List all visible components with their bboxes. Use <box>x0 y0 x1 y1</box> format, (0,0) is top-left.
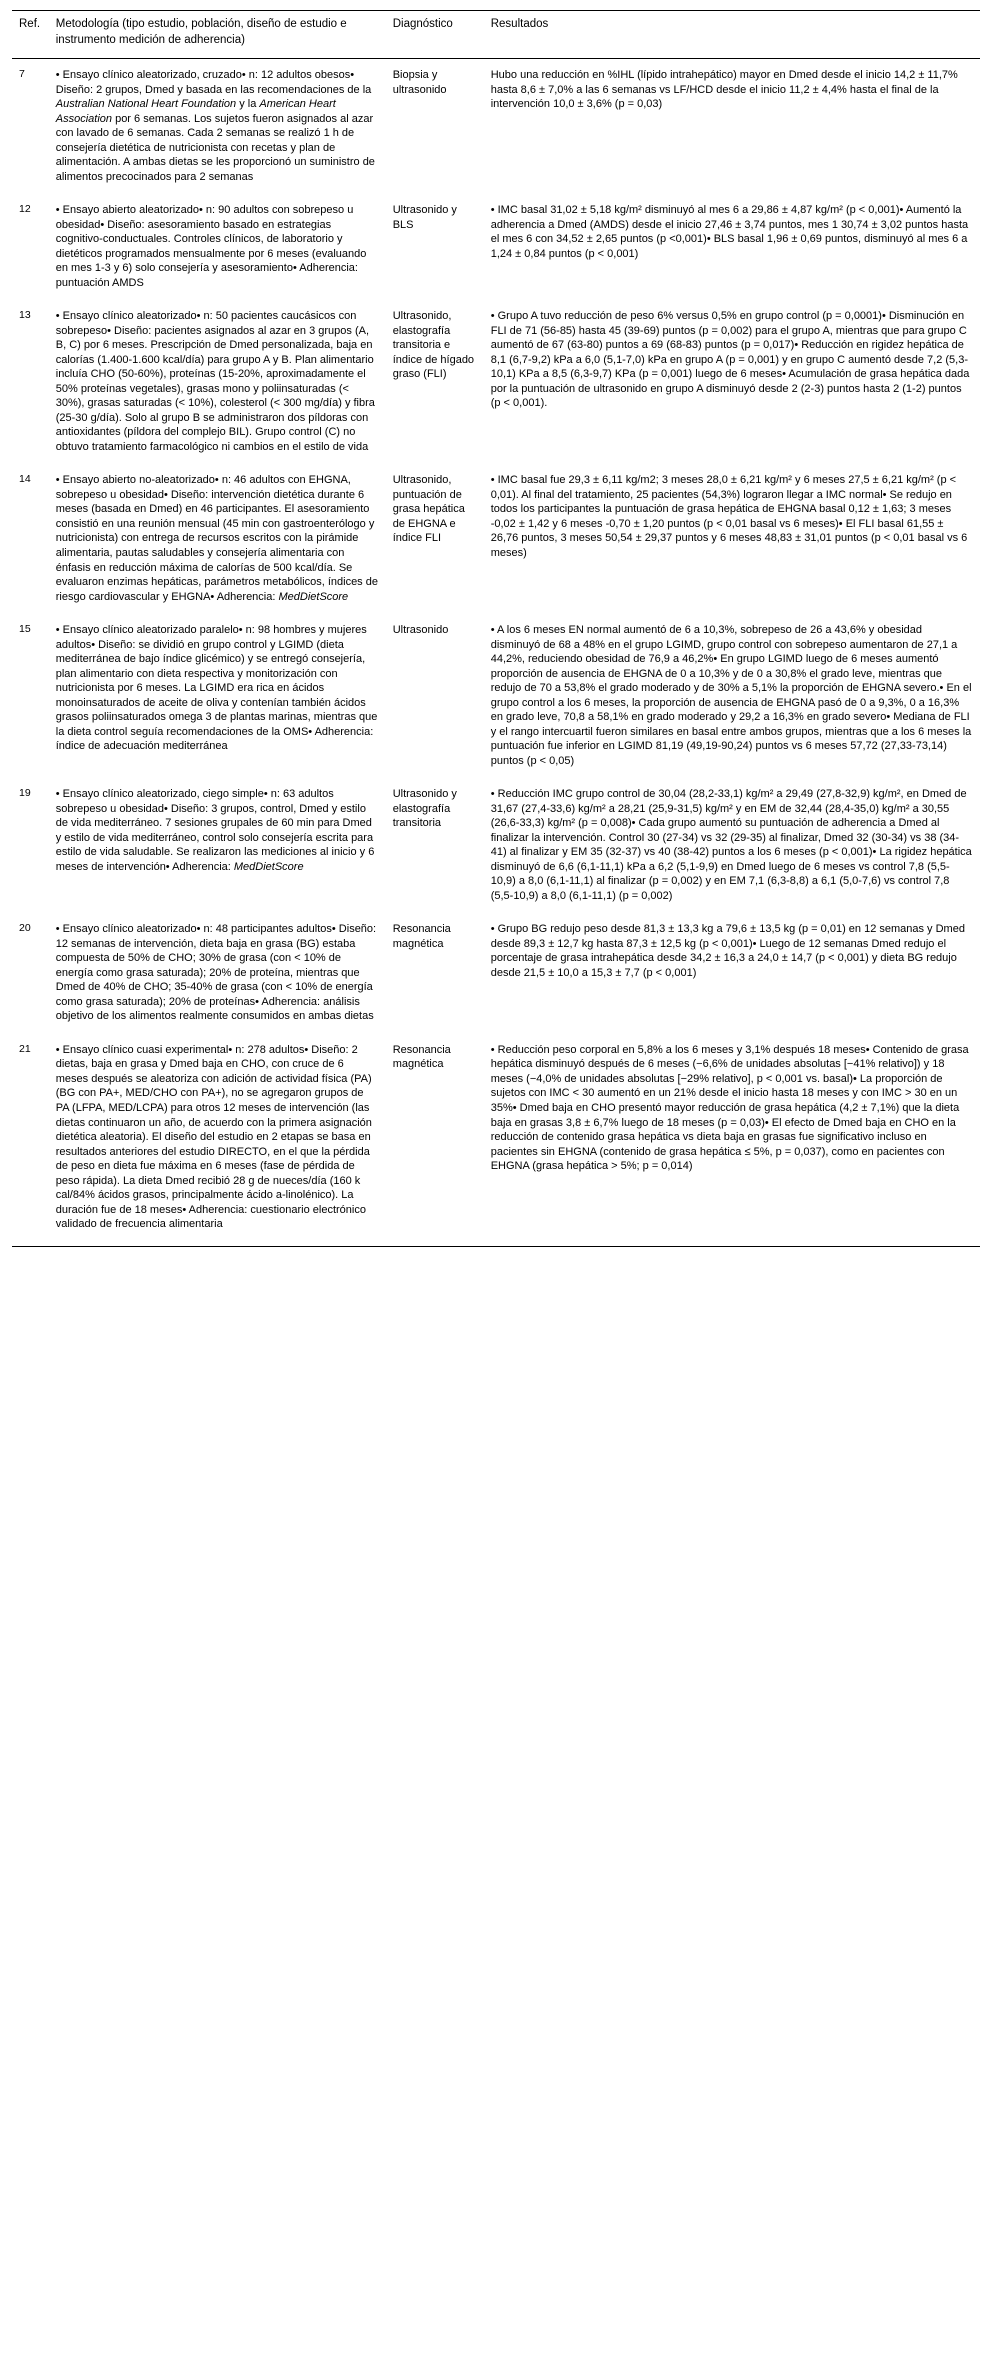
table-body <box>12 59 980 1246</box>
cell-methodology: • Ensayo clínico aleatorizado, cruzado• n: 12 adultos obesos• Diseño: 2 grupos, Dmed y basada en las recomendaciones de la Australian National Heart Foundation y la American Heart Association por 6 semanas. Los sujetos fueron asignados al azar con lavado de 6 semanas. Cada 2 semanas se realizó 1 h de consejería dietética de nutricionista con recetas y plan de alimentación. A ambas dietas se les proporcionó un suministro de alimentos precocinados para 2 semanas <box>55 69 375 183</box>
cell-results: • Grupo A tuvo reducción de peso 6% versus 0,5% en grupo control (p = 0,0001)• Disminución en FLI de 71 (56-85) hasta 45 (39-69) puntos (p = 0,002) para el grupo A, mientras que para grupo C aumentó de 67 (63-80) puntos a 69 (68-83) puntos (p = 0,017)• Reducción en rigidez hepática de 8,1 (6,7-9,2) kPa a 6,0 (5,1-7,0) kPa en grupo A (p = 0,001) y en grupo C aumentó desde 7,2 (5,3-10,1) KPa a 8,5 (6,3-9,7) KPa (p = 0,001) luego de 6 meses• Acumulación de grasa hepática dada por la puntuación de ultrasonido en grupo A disminuyó desde 2 (2-3) puntos hasta 2 (1-2) puntos (p < 0,001). <box>490 310 970 410</box>
table-row <box>12 778 980 913</box>
cell-diagnosis: Resonancia magnética <box>392 1043 451 1071</box>
studies-table <box>12 10 980 1246</box>
table-row <box>12 194 980 300</box>
header-results: Resultados <box>484 11 980 59</box>
table-row <box>12 464 980 614</box>
table-row <box>12 913 980 1034</box>
cell-results: • IMC basal 31,02 ± 5,18 kg/m² disminuyó al mes 6 a 29,86 ± 4,87 kg/m² (p < 0,001)• Aumentó la adherencia a Dmed (AMDS) desde el inicio 27,46 ± 3,74 puntos, mes 1 30,74 ± 3,02 puntos hasta el mes 6 con 34,52 ± 2,65 puntos (p <0,001)• BLS basal 1,96 ± 0,69 puntos, disminuyó al mes 6 a 1,24 ± 0,84 puntos (p < 0,001) <box>490 204 969 260</box>
cell-ref: 20 <box>19 922 31 935</box>
cell-diagnosis: Resonancia magnética <box>392 923 451 950</box>
cell-methodology: • Ensayo clínico aleatorizado paralelo• n: 98 hombres y mujeres adultos• Diseño: se dividió en grupo control y LGIMD (dieta mediterránea de bajo índice glicémico) y se entregó consejería, plan alimentario con dieta respectiva y monitorización con nutricionista por 6 meses. La LGIMD era rica en ácidos monoinsaturados de aceite de oliva y contenían también ácidos grasos poliinsaturados omega 3 de plantas marinas, mientras que la dieta control seguía recomendaciones de la OMS• Adherencia: índice de adecuación mediterránea <box>55 624 378 753</box>
cell-methodology: • Ensayo clínico cuasi experimental• n: 278 adultos• Diseño: 2 dietas, baja en grasa y Dmed baja en CHO, con cruce de 6 meses después se aleatoriza con adición de actividad física (PA) (BG con PA+, MED/CHO con PA+), no se agregaron grupos de PA (LFPA, MED/LCPA) para otros 12 meses de intervención (las dietas continuaron un año, de acuerdo con la primera asignación dietética aleatoria). El diseño del estudio en 2 etapas se basa en resultados anteriores del estudio DIRECTO, en el que la pérdida de peso en dieta fue máxima en 6 meses (fase de pérdida de peso rápida). La dieta Dmed recibió 28 g de nueces/día (160 k cal/84% ácidos grasos, principalmente ácido a-linolénico). La duración fue de 18 meses• Adherencia: cuestionario electrónico validado de frecuencia alimentaria <box>55 1043 372 1231</box>
cell-results: • IMC basal fue 29,3 ± 6,11 kg/m2; 3 meses 28,0 ± 6,21 kg/m² y 6 meses 27,5 ± 6,21 kg/m² (p < 0,01). Al final del tratamiento, 25 pacientes (54,3%) lograron llegar a IMC normal• Se redujo en todos los participantes la puntuación de grasa hepática de EHGNA basal 0,12 ± 1,63; 3 meses -0,02 ± 1,42 y 6 meses -0,70 ± 1,20 puntos (p < 0,01 basal vs 6 meses)• El FLI basal 61,55 ± 26,76 puntos, 3 meses 50,54 ± 29,37 puntos y 6 meses 48,83 ± 31,01 puntos (p < 0,01 basal vs 6 meses) <box>490 474 968 559</box>
cell-diagnosis: Ultrasonido y elastografía transitoria <box>392 788 457 830</box>
table-bottom-rule <box>12 1246 980 1247</box>
table-row <box>12 59 980 195</box>
cell-ref: 14 <box>19 473 31 486</box>
cell-ref: 19 <box>19 787 31 800</box>
cell-methodology: • Ensayo clínico aleatorizado• n: 48 participantes adultos• Diseño: 12 semanas de intervención, dieta baja en grasa (BG) estaba compuesta de 50% de CHO; 30% de grasa (con < 10% de energía como grasa saturada); 20% de proteína, mientras que Dmed de 40% de CHO; 35-40% de grasa (con < 10% de energía como grasa saturada); 20% de proteínas• Adherencia: análisis objetivo de los alimentos realmente consumidos en ambas dietas <box>55 923 377 1023</box>
cell-results: Hubo una reducción en %IHL (lípido intrahepático) mayor en Dmed desde el inicio 14,2 ± 11,7% hasta 8,6 ± 7,0% a las 6 semanas vs LF/HCD desde el inicio 11,2 ± 4,4% hasta el final de la intervención 10,0 ± 3,6% (p = 0,03) <box>490 69 958 111</box>
table-header <box>12 11 980 59</box>
cell-ref: 12 <box>19 203 31 216</box>
table-row <box>12 1034 980 1246</box>
cell-results: • Reducción IMC grupo control de 30,04 (28,2-33,1) kg/m² a 29,49 (27,8-32,9) kg/m², en Dmed de 31,67 (27,4-33,6) kg/m² a 28,21 (25,9-31,5) kg/m² y en EM de 32,44 (28,4-35,0) kg/m² a 30,55 (26,6-33,3) kg/m² (p = 0,008)• Cada grupo aumentó su puntuación de adherencia a Dmed al finalizar la intervención. Control 30 (27-34) vs 32 (29-35) al finalizar, Dmed 32 (30-34) vs 38 (34-41) al finalizar y EM 35 (32-37) vs 40 (38-42) puntos a los 6 meses (p < 0,001)• La rigidez hepática disminuyó de 6,6 (6,1-11,1) kPa a 6,2 (5,1-9,9) en Dmed luego de 6 meses vs control 7,8 (5,5-10,9) a 8,0 (6,1-11,1) al finalizar (p = 0,002) y en EM 7,1 (6,3-8,8) a 6,1 (5,0-7,6) vs control 7,8 (5,5-10,9) a 8,0 (6,1-11,1) (p = 0,002) <box>490 788 972 902</box>
header-ref: Ref. <box>12 11 49 59</box>
cell-methodology: • Ensayo clínico aleatorizado• n: 50 pacientes caucásicos con sobrepeso• Diseño: pacientes asignados al azar en 3 grupos (A, B, C) por 6 meses. Prescripción de Dmed personalizada, baja en calorías (1.400-1.600 kcal/día) para grupo A y B. Plan alimentario incluía CHO (50-60%), proteínas (15-20%, aproximadamente el 50% proteínas vegetales), grasas mono y poliinsaturadas (< 30%), grasas saturadas (< 10%), colesterol (< 300 mg/día) y fibra (25-30 g/día). Solo al grupo B se administraron dos píldoras con antioxidantes (píldora del complejo BIL). Grupo control (C) no obtuvo tratamiento farmacológico ni cambios en el estilo de vida <box>55 310 375 453</box>
cell-ref: 15 <box>19 623 31 636</box>
cell-results: • Reducción peso corporal en 5,8% a los 6 meses y 3,1% después 18 meses• Contenido de grasa hepática disminuyó después de 6 meses (−6,6% de unidades absolutas [−41% relativo]) y 18 meses (−4,0% de unidades absolutas [−29% relativo], p < 0,001 vs. basal)• La proporción de sujetos con IMC < 30 aumentó en un 21% desde el inicio hasta 18 meses y con IMC > 30 en un 35%• Dmed baja en CHO presentó mayor reducción de grasa hepática (4,2 ± 7,1%) que la dieta baja en grasas 3,8 ± 6,7% luego de 18 meses (p = 0,03)• El efecto de Dmed baja en CHO en la reducción de contenido grasa hepática vs dieta baja en grasas fue significativo incluso en pacientes sin EHGNA (contenido de grasa hepática ≤ 5%, p = 0,037), como en pacientes con EHGNA (grasa hepática > 5%; p = 0,014) <box>490 1043 969 1173</box>
cell-results: • A los 6 meses EN normal aumentó de 6 a 10,3%, sobrepeso de 26 a 43,6% y obesidad disminuyó de 68 a 48% en el grupo LGIMD, grupo control con sobrepeso aumentaron de 27,1 a 44,2%, reduciendo obesidad de 76,9 a 46,2%• En grupo LGIMD luego de 6 meses aumentó proporción de ausencia de EHGNA de 0 a 10,3% y de 0 a 30,8% el grado leve, mientras que redujo de 70 a 53,8% el grado moderado y de 30% a 5,1% la proporción de EHGNA severo.• En el grupo control a los 6 meses, la proporción de ausencia de EHGNA pasó de 0 a 9,3%, 0 a 16,3% en grado leve, 70,8 a 58,1% en grado moderado y 29,2 a 16,3% en grado severo• Mediana de FLI y el rango intercuartil fueron similares en basal entre ambos grupos, mientras que a los 6 meses la puntuación fue inferior en LGIMD 81,19 (49,19-90,24) puntos vs 6 meses 57,72 (27,33-73,14) puntos (p < 0,05) <box>490 624 972 767</box>
header-diagnosis: Diagnóstico <box>386 11 484 59</box>
cell-diagnosis: Biopsia y ultrasonido <box>392 69 447 96</box>
cell-diagnosis: Ultrasonido y BLS <box>392 204 457 231</box>
cell-diagnosis: Ultrasonido, elastografía transitoria e índice de hígado graso (FLI) <box>392 310 475 381</box>
header-row <box>12 11 980 59</box>
header-methodology: Metodología (tipo estudio, población, diseño de estudio e instrumento medición de adherencia) <box>49 11 386 59</box>
cell-results: • Grupo BG redujo peso desde 81,3 ± 13,3 kg a 79,6 ± 13,5 kg (p = 0,01) en 12 semanas y Dmed desde 89,3 ± 12,7 kg hasta 87,3 ± 12,5 kg (p < 0,001)• Luego de 12 semanas Dmed redujo el porcentaje de grasa intrahepática desde 34,2 ± 16,3 a 24,0 ± 14,7 (p < 0,001) y dieta BG redujo desde 21,5 ± 10,0 a 15,3 ± 7,7 (p < 0,001) <box>490 923 965 979</box>
cell-diagnosis: Ultrasonido, puntuación de grasa hepática de EHGNA e índice FLI <box>392 474 465 545</box>
table-row <box>12 300 980 464</box>
cell-diagnosis: Ultrasonido <box>392 624 449 637</box>
cell-ref: 21 <box>19 1042 31 1055</box>
table-row <box>12 614 980 778</box>
cell-ref: 7 <box>19 68 25 81</box>
cell-methodology: • Ensayo clínico aleatorizado, ciego simple• n: 63 adultos sobrepeso u obesidad• Diseño: 3 grupos, control, Dmed y estilo de vida mediterráneo. 7 sesiones grupales de 60 min para Dmed y estilo de vida mediterráneo, control solo consejería escrita para estilo de vida saludable. Se realizaron las mediciones al inicio y 6 meses de intervención• Adherencia: MedDietScore <box>55 788 375 873</box>
cell-methodology: • Ensayo abierto aleatorizado• n: 90 adultos con sobrepeso u obesidad• Diseño: asesoramiento basado en estrategias cognitivo-conductuales. Controles clínicos, de laboratorio y dietéticos programados mensualmente por 6 meses (evaluando en mes 1-3 y 6) solo consejería y asesoramiento• Adherencia: puntuación AMDS <box>55 204 367 289</box>
cell-ref: 13 <box>19 309 31 322</box>
cell-methodology: • Ensayo abierto no-aleatorizado• n: 46 adultos con EHGNA, sobrepeso u obesidad• Diseño: intervención dietética durante 6 meses (basada en Dmed) en 46 participantes. El asesoramiento consistió en una reunión mensual (45 min con gastroenterólogo y nutricionista) con entrega de recursos escritos con la pirámide alimentaria, pautas saludables y consejería alimentaria con énfasis en reducción máxima de calorías de 500 kcal/día. Se evaluaron enzimas hepáticas, parámetros metabólicos, índices de riesgo cardiovascular y EHGNA• Adherencia: MedDietScore <box>55 474 378 603</box>
